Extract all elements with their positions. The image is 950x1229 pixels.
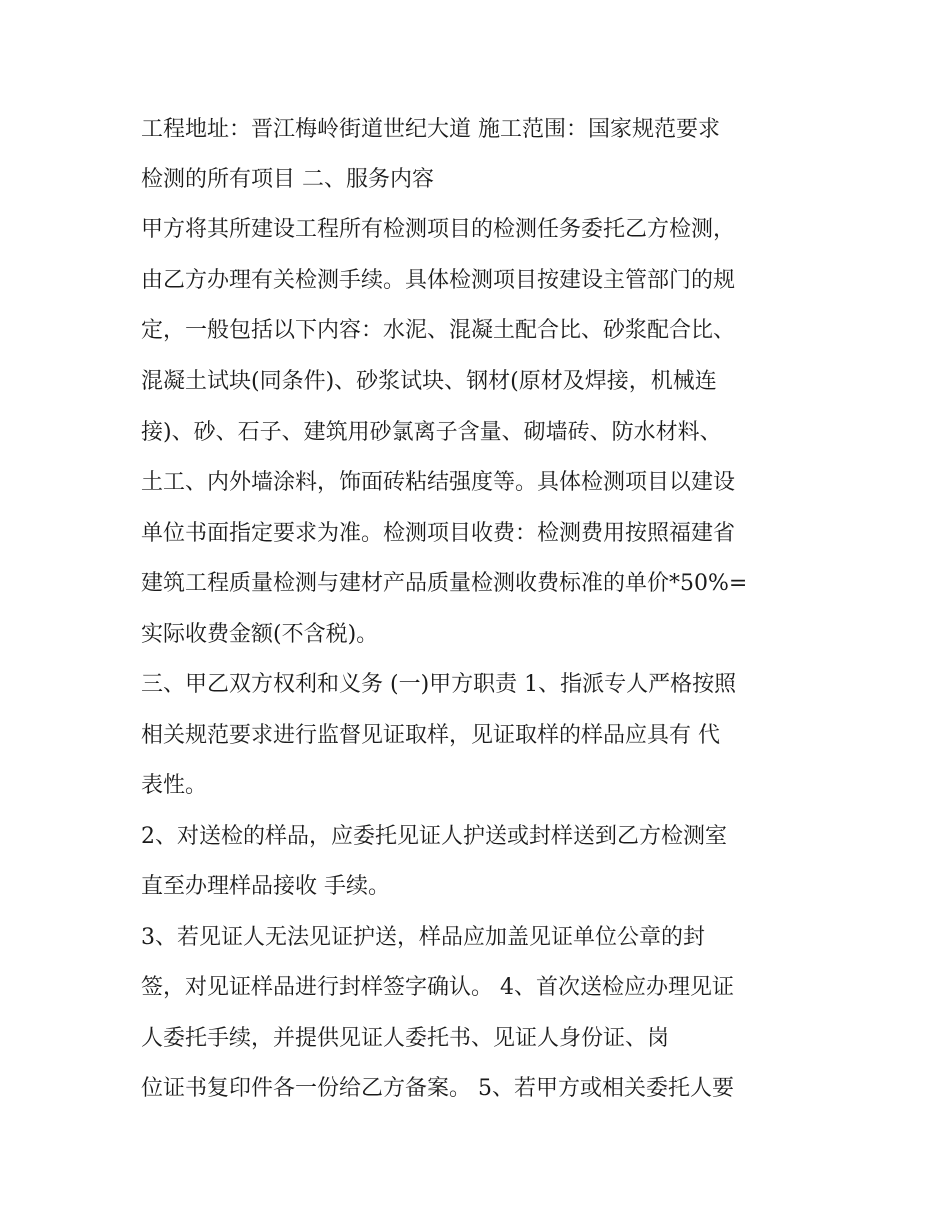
text-line: 接)、砂、石子、建筑用砂氯离子含量、砌墙砖、防水材料、 <box>141 420 722 445</box>
text-line: 3、若见证人无法见证护送，样品应加盖见证单位公章的封 <box>141 925 705 950</box>
text-line: 三、甲乙双方权利和义务 (一)甲方职责 1、指派专人严格按照 <box>141 672 737 697</box>
text-line: 相关规范要求进行监督见证取样，见证取样的样品应具有 代 <box>141 723 720 748</box>
text-line: 实际收费金额(不含税)。 <box>141 622 379 647</box>
text-line: 直至办理样品接收 手续。 <box>141 874 390 899</box>
text-line: 位证书复印件各一份给乙方备案。 5、若甲方或相关委托人要 <box>141 1076 734 1101</box>
text-line: 人委托手续，并提供见证人委托书、见证人身份证、岗 <box>141 1026 670 1051</box>
text-line: 2、对送检的样品，应委托见证人护送或封样送到乙方检测室 <box>141 824 727 849</box>
text-line: 检测的所有项目 二、服务内容 <box>141 167 434 192</box>
text-line: 混凝土试块(同条件)、砂浆试块、钢材(原材及焊接，机械连 <box>141 369 717 394</box>
text-line: 由乙方办理有关检测手续。具体检测项目按建设主管部门的规 <box>141 268 736 293</box>
text-line: 签，对见证样品进行封样签字确认。 4、首次送检应办理见证 <box>141 975 734 1000</box>
text-line: 工程地址：晋江梅岭街道世纪大道 施工范围：国家规范要求 <box>141 117 720 142</box>
text-line: 表性。 <box>141 773 208 798</box>
text-line: 建筑工程质量检测与建材产品质量检测收费标准的单价*50%= <box>141 571 748 596</box>
text-line: 土工、内外墙涂料，饰面砖粘结强度等。具体检测项目以建设 <box>141 470 736 495</box>
text-line: 定，一般包括以下内容：水泥、混凝土配合比、砂浆配合比、 <box>141 318 736 343</box>
text-line: 单位书面指定要求为准。检测项目收费：检测费用按照福建省 <box>141 521 736 546</box>
text-line: 甲方将其所建设工程所有检测项目的检测任务委托乙方检测， <box>141 217 736 242</box>
